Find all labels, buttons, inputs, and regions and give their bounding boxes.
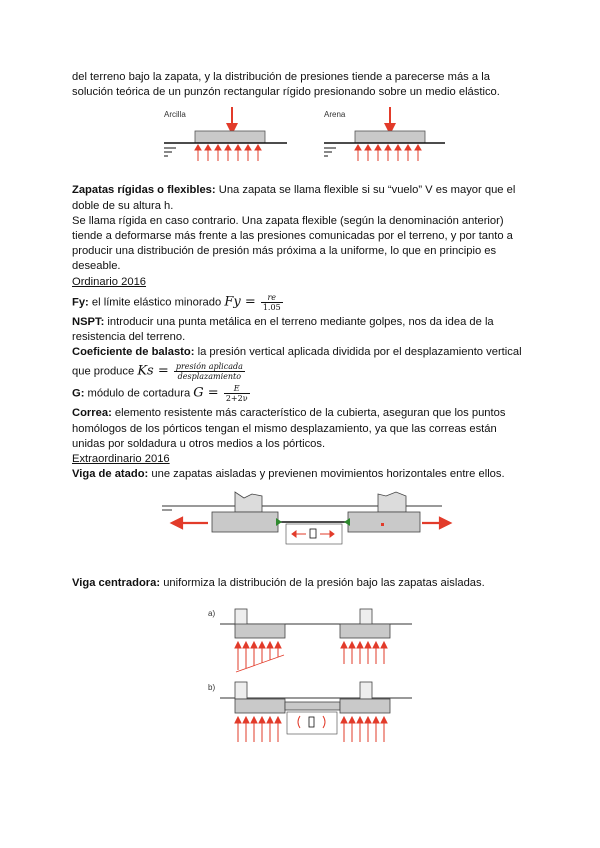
centradora-paragraph [72,576,528,591]
g-fraction [224,384,250,403]
zapatas-paragraph-2: Se llama rígida en caso contrario. Una zapata flexible (según la denominación anterior) tiende a deformarse más frente a las presiones comunicadas por el terreno, y por tanto a producir una distribución de presión más próxima a la uniforme, lo que en principio es deseable. [72,214,513,273]
ordinario-heading: Ordinario 2016 [72,275,147,288]
sand-label: Arena [324,110,346,120]
tie-beam-diagram [72,490,528,576]
balasto-text: la presión vertical aplicada dividida por el desplazamiento vertical [194,346,522,359]
correa-text: elemento resistente más característico de la cubierta, aseguran que los puntos homólogos de los pórticos tengan el mismo desplazamiento, ya que las correas están unidas por soldadura u otros medios a los pórticos. [72,407,506,450]
fy-paragraph [72,293,528,312]
centering-beam-diagram [72,604,528,764]
pressure-distribution-diagram [72,105,528,183]
zapatas-text: Una zapata se llama flexible si su “vuelo” V es mayor que el doble de su altura h. [72,184,516,212]
balasto-paragraph-2 [72,362,528,381]
balasto-paragraph [72,345,528,360]
g-numerator: E [224,384,250,394]
ks-numerator: presión aplicada [175,362,243,372]
case-b-label: b) [208,682,216,692]
ks-fraction [174,362,245,381]
centradora-term: Viga centradora: [72,577,161,590]
pressure-distribution-figure [72,105,528,183]
g-formula-lhs: G = [193,385,219,401]
nspt-text: introducir una punta metálica en el terreno mediante golpes, nos da idea de la resistencia del terreno. [72,315,494,344]
correa-paragraph [72,406,528,452]
intro-paragraph: del terreno bajo la zapata, y la distribución de presiones tiende a parecerse más a la solución teórica de un punzón rectangular rígido presionando sobre un medio elástico. [72,71,500,99]
page-content [72,70,528,764]
ks-denominator: desplazamiento [177,372,242,382]
extraordinario-heading: Extraordinario 2016 [72,453,170,466]
fy-numerator: re [261,293,283,303]
correa-term: Correa: [72,407,112,420]
fy-denominator: 1.05 [262,302,281,312]
zapatas-paragraph [72,183,528,213]
atado-paragraph [72,467,528,482]
fy-formula-lhs: Fy = [224,294,256,310]
nspt-paragraph [72,315,528,345]
g-denominator: 2+2ν [225,394,248,404]
balasto-text-2: que produce [72,365,138,378]
fy-fraction [261,293,283,312]
centering-beam-figure [72,604,528,764]
atado-text: une zapatas aisladas y previenen movimientos horizontales entre ellos. [148,468,505,481]
fy-term: Fy: [72,296,89,309]
clay-label: Arcilla [164,110,186,120]
zapatas-term: Zapatas rígidas o flexibles: [72,184,216,197]
g-paragraph [72,384,528,403]
fy-text: el límite elástico minorado [88,296,225,309]
g-term: G: [72,387,85,400]
balasto-term: Coeficiente de balasto: [72,346,195,359]
ks-formula-lhs: Ks = [137,363,169,379]
case-a-label: a) [208,608,216,618]
tie-beam-figure [72,490,528,576]
centradora-text: uniformiza la distribución de la presión bajo las zapatas aisladas. [160,577,485,590]
nspt-term: NSPT: [72,315,105,328]
atado-term: Viga de atado: [72,468,149,481]
g-text: módulo de cortadura [84,387,194,400]
